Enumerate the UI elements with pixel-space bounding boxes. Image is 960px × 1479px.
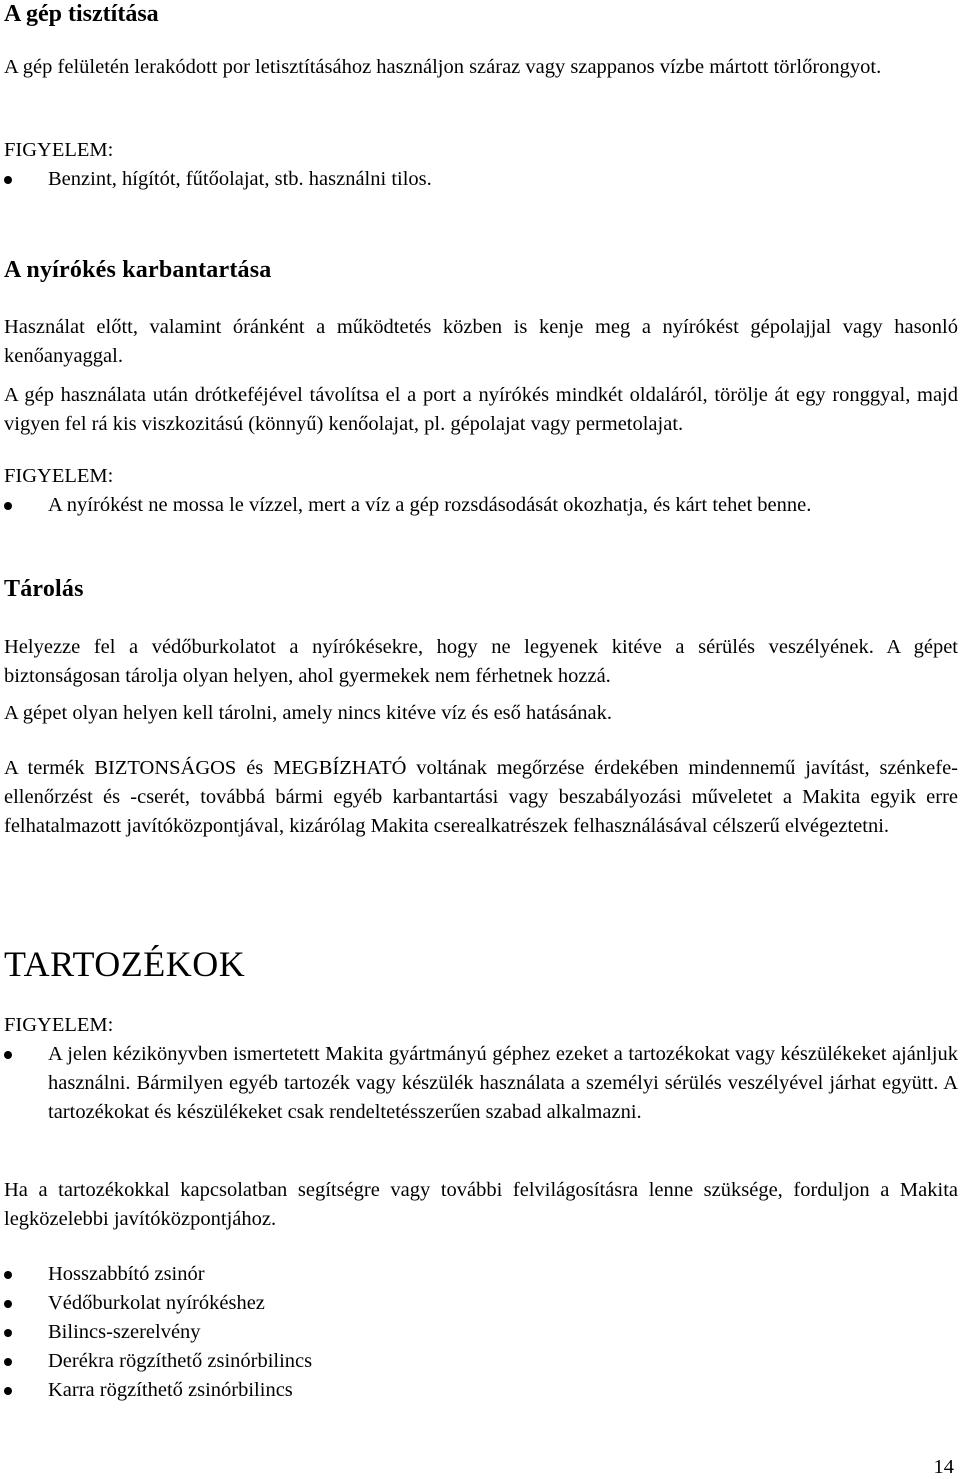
- storage-conditions-paragraph: A gépet olyan helyen kell tárolni, amely nincs kitéve víz és eső hatásának.: [4, 702, 612, 724]
- section-heading-blade-maintenance: A nyírókés karbantartása: [4, 257, 272, 283]
- page-number: 14: [933, 1456, 954, 1478]
- support-paragraph: Ha a tartozékokkal kapcsolatban segítségre vagy további felvilágosításra lenne szüksége, forduljon a Makita legközelebbi javítóközpontjához.: [4, 1179, 958, 1230]
- storage-paragraph: Helyezze fel a védőburkolatot a nyírókésekre, hogy ne legyenek kitéve a sérülés veszélyének. A gépet biztonságosan tárolja olyan helyen, ahol gyermekek nem férhetnek hozzá.: [4, 636, 958, 687]
- list-item: [4, 1318, 958, 1347]
- bullet-icon: [4, 1358, 12, 1366]
- section-heading-storage: Tárolás: [4, 576, 84, 602]
- list-item-text: Bilincs-szerelvény: [48, 1321, 201, 1343]
- section-heading-cleaning: A gép tisztítása: [4, 1, 159, 27]
- list-item-text: Karra rögzíthető zsinórbilincs: [48, 1379, 293, 1401]
- list-item-text: Derékra rögzíthető zsinórbilincs: [48, 1350, 313, 1372]
- bullet-icon: [4, 1051, 12, 1059]
- bullet-icon: [4, 1271, 12, 1279]
- warning-label: FIGYELEM:: [4, 1014, 114, 1036]
- list-item-text: Hosszabbító zsinór: [48, 1263, 205, 1285]
- list-item: [4, 491, 958, 520]
- service-paragraph: A termék BIZTONSÁGOS és MEGBÍZHATÓ voltának megőrzése érdekében mindennemű javítást, szénkefe-ellenőrzést és -cserét, továbbá bármi egyéb karbantartási vagy beszabályozási műveletet a Makita egyik erre felhatalmazott javítóközpontjával, kizárólag Makita cserealkatrészek felhasználásával célszerű elvégeztetni.: [4, 757, 958, 837]
- bullet-icon: [4, 1387, 12, 1395]
- list-item-text: Benzint, hígítót, fűtőolajat, stb. használni tilos.: [48, 168, 432, 190]
- list-item: [4, 165, 958, 194]
- list-item-text: A jelen kézikönyvben ismertetett Makita gyártmányú géphez ezeket a tartozékokat vagy készülékeket ajánljuk használni. Bármilyen egyéb tartozék vagy készülék használata a személyi sérülés veszélyével járhat együtt. A tartozékokat és készülékeket csak rendeltetésszerűen szabad alkalmazni.: [48, 1043, 958, 1123]
- list-item: [4, 1040, 958, 1156]
- bullet-icon: [4, 1329, 12, 1337]
- bullet-icon: [4, 1300, 12, 1308]
- blade-cleaning-paragraph: A gép használata után drótkeféjével távolítsa el a port a nyírókés mindkét oldaláról, törölje át egy ronggyal, majd vigyen fel rá kis viszkozitású (könnyű) kenőolajat, pl. gépolajat vagy permetolajat.: [4, 384, 958, 435]
- cleaning-paragraph: A gép felületén lerakódott por letisztításához használjon száraz vagy szappanos vízbe mártott törlőrongyot.: [4, 56, 882, 78]
- list-item: [4, 1347, 958, 1376]
- warning-label: FIGYELEM:: [4, 465, 114, 487]
- list-item-text: A nyírókést ne mossa le vízzel, mert a víz a gép rozsdásodását okozhatja, és kárt tehet benne.: [48, 494, 812, 516]
- section-heading-accessories: TARTOZÉKOK: [4, 944, 246, 984]
- blade-lubrication-paragraph: Használat előtt, valamint óránként a működtetés közben is kenje meg a nyírókést gépolajjal vagy hasonló kenőanyaggal.: [4, 316, 958, 367]
- list-item: [4, 1376, 958, 1405]
- bullet-icon: [4, 176, 12, 184]
- list-item: [4, 1289, 958, 1318]
- list-item: [4, 1260, 958, 1289]
- list-item-text: Védőburkolat nyírókéshez: [48, 1292, 265, 1314]
- warning-label: FIGYELEM:: [4, 139, 114, 161]
- bullet-icon: [4, 502, 12, 510]
